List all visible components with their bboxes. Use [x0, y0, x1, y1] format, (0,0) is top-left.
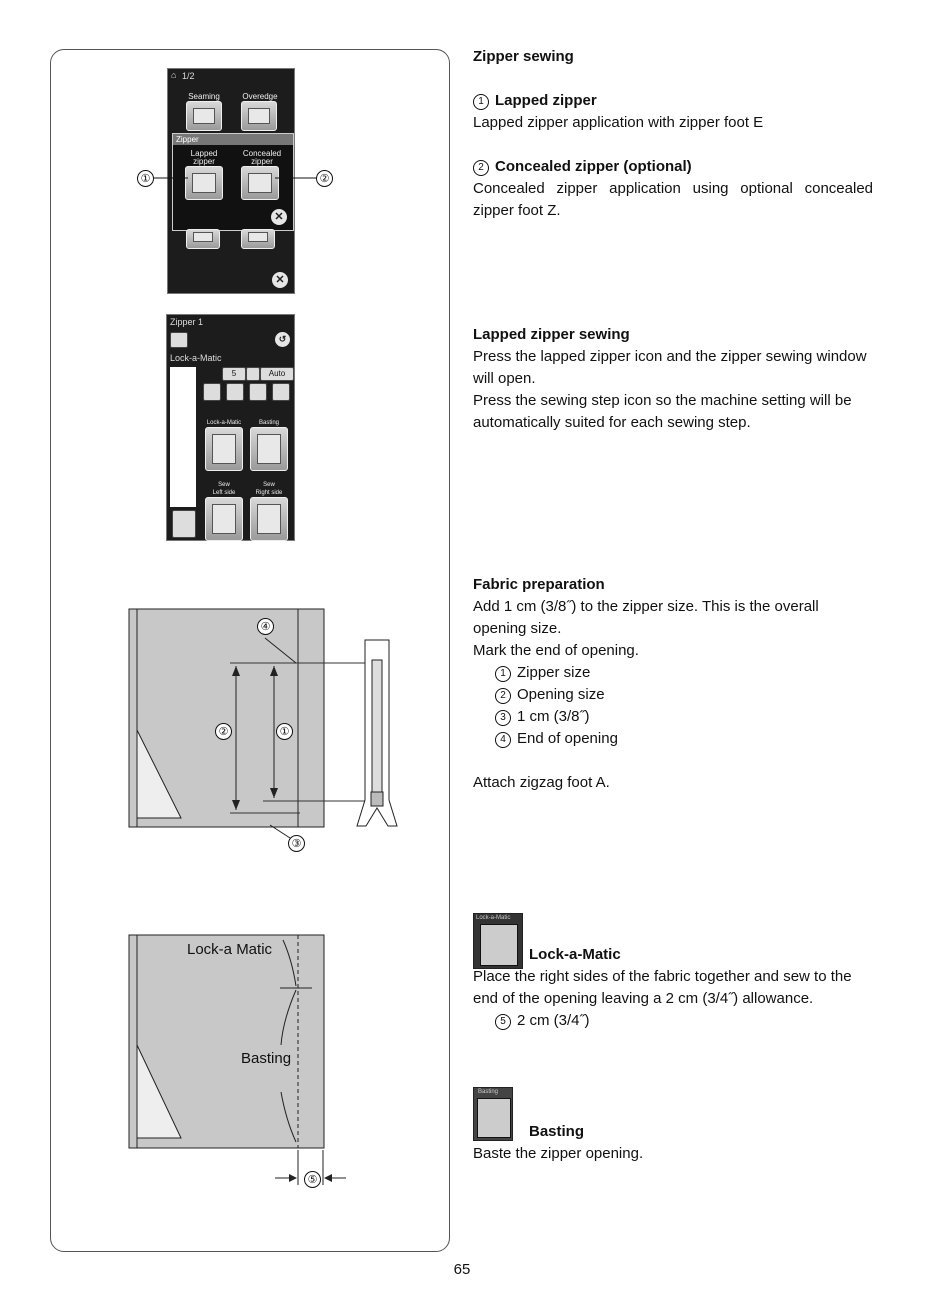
screen-close-icon[interactable]: ✕: [272, 272, 288, 288]
mode-label: Lock-a-Matic: [170, 353, 222, 363]
lapped-zipper-label: Lapped zipper: [190, 149, 218, 166]
paragraph: Place the right sides of the fabric together and sew to the end of the opening leaving a 2 cm (3/4˝) allowance.: [473, 968, 852, 1007]
fabric-preparation-section: [473, 574, 873, 794]
callout-3: ③: [288, 835, 305, 852]
basting-section: [473, 1121, 873, 1165]
callout-4: ④: [257, 618, 274, 635]
callout-2: ②: [316, 170, 333, 187]
popup-title: Zipper: [173, 134, 293, 145]
section-title: Fabric preparation: [473, 576, 605, 593]
paragraph: Press the lapped zipper icon and the zipper sewing window will open.: [473, 348, 867, 387]
section-title: Lock-a-Matic: [529, 946, 621, 963]
item-text: 2 cm (3/4˝): [517, 1012, 590, 1029]
zipper-sewing-section: [473, 46, 873, 222]
list-item: [473, 728, 873, 750]
lapped-zipper-sewing-section: [473, 324, 873, 434]
paragraph: Baste the zipper opening.: [473, 1145, 644, 1162]
callout-5: ⑤: [304, 1171, 321, 1188]
icon-label: Basting: [478, 1089, 499, 1095]
item-number: 1: [473, 94, 489, 110]
seaming-label: Seaming: [188, 92, 220, 101]
item-text: End of opening: [517, 730, 618, 747]
paragraph: Add 1 cm (3/8˝) to the zipper size. This is the overall opening size.: [473, 598, 819, 637]
icon-label: Lock-a-Matic: [476, 915, 511, 921]
item-number: 3: [495, 710, 511, 726]
back-icon[interactable]: ↺: [275, 332, 290, 347]
section-title: Lapped zipper sewing: [473, 326, 630, 343]
paragraph: Attach zigzag foot A.: [473, 774, 610, 791]
list-item: [473, 662, 873, 684]
page-number: 65: [453, 1261, 471, 1278]
basting-label: Basting: [241, 1050, 292, 1067]
paragraph: Mark the end of opening.: [473, 642, 639, 659]
item-number: 2: [495, 688, 511, 704]
lockamatic-label: Lock-a Matic: [187, 941, 273, 958]
callout-2: ②: [215, 723, 232, 740]
item-number: 2: [473, 160, 489, 176]
section-title: Basting: [529, 1123, 585, 1140]
callout-1: ①: [137, 170, 154, 187]
popup-close-icon[interactable]: ✕: [271, 209, 287, 225]
callout-1: ①: [276, 723, 293, 740]
stitch-length-value: 5: [231, 369, 237, 378]
list-item: [473, 684, 873, 706]
zipper-screen-title: Zipper 1: [170, 317, 204, 327]
lockamatic-section: [473, 944, 873, 1032]
paragraph: Press the sewing step icon so the machine setting will be automatically suited for each sewing step.: [473, 392, 852, 431]
step-sew-left-label: Sew Left side: [212, 482, 236, 496]
list-item: [473, 706, 873, 728]
home-icon[interactable]: ⌂: [171, 70, 177, 80]
item-number: 5: [495, 1014, 511, 1030]
item-text: 1 cm (3/8˝): [517, 708, 590, 725]
item-body: Concealed zipper application using optional concealed zipper foot Z.: [473, 180, 873, 219]
item-body: Lapped zipper application with zipper foot E: [473, 114, 764, 131]
item-text: Opening size: [517, 686, 605, 703]
item-text: Zipper size: [517, 664, 591, 681]
overedge-label: Overedge: [242, 92, 278, 101]
item-title: Concealed zipper (optional): [495, 158, 692, 175]
section-title: Zipper sewing: [473, 48, 574, 65]
item-number: 4: [495, 732, 511, 748]
page-indicator: 1/2: [182, 71, 195, 81]
step-lockamatic-label: Lock-a-Matic: [206, 420, 242, 426]
item-number: 1: [495, 666, 511, 682]
tension-value: Auto: [268, 369, 286, 378]
concealed-zipper-label: Concealed zipper: [242, 149, 282, 166]
step-basting-label: Basting: [258, 420, 279, 426]
step-sew-right-label: Sew Right side: [255, 482, 283, 496]
item-title: Lapped zipper: [495, 92, 597, 109]
